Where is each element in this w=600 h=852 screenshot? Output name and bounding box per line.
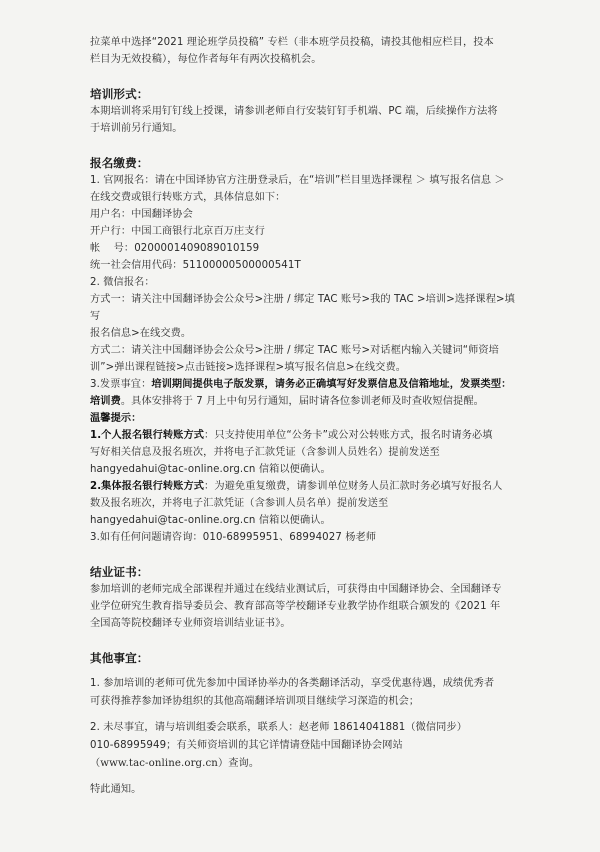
closing-line: 特此通知。 — [90, 784, 142, 795]
tip-group-title: 2.集体报名银行转账方式 — [90, 481, 205, 492]
invoice-bold-text: 培训期间提供电子版发票，请务必正确填写好发票信息及信箱地址，发票类型： — [151, 379, 512, 390]
intro-line: 栏目为无效投稿），每位作者每年有两次投稿机会。 — [90, 54, 322, 65]
credit-code: 统一社会信用代码：51100000500000541T — [90, 260, 301, 271]
tip-individual — [90, 427, 520, 444]
paragraph-line: 在线交费或银行转账方式，具体信息如下： — [90, 192, 286, 203]
invoice-rest-text: 。具体安排将于 7 月上中旬另行通知，届时请各位参训老师及时查收短信提醒。 — [120, 396, 484, 407]
method-two-line: 方式二：请关注中国翻译协会公众号>注册 / 绑定 TAC 账号>对话框内输入关键词“师资培 — [90, 345, 499, 356]
method-one-line: 方式一：请关注中国翻译协会公众号>注册 / 绑定 TAC 账号>我的 TAC >培训>选择课程>填写 — [90, 294, 515, 322]
paragraph-line: 业学位研究生教育指导委员会、教育部高等学校翻译专业教学协作组联合颁发的《2021 年 — [90, 601, 501, 612]
account-name: 用户名：中国翻译协会 — [90, 209, 193, 220]
email-line: hangyedahui@tac-online.org.cn 信箱以便确认。 — [90, 464, 331, 475]
paragraph-line: 1. 官网报名：请在中国译协官方注册登录后，在“培训”栏目里选择课程 ＞ 填写报名信息 ＞ — [90, 175, 505, 186]
paragraph-line: 参加培训的老师完成全部课程并通过在线结业测试后，可获得由中国翻译协会、全国翻译专 — [90, 584, 502, 595]
paragraph-line: 本期培训将采用钉钉线上授课，请参训老师自行安装钉钉手机端、PC 端，后续操作方法将 — [90, 106, 498, 117]
method-two-line: 训”>弹出课程链接>点击链接>选择课程>填写报名信息>在线交费。 — [90, 362, 407, 373]
intro-line: 拉菜单中选择“2021 理论班学员投稿” 专栏（非本班学员投稿，请投其他相应栏目，投本 — [90, 37, 494, 48]
website-line: （www.tac-online.org.cn）查询。 — [90, 758, 260, 769]
paragraph-line: 数及报名班次，并将电子汇款凭证（含参训人员名单）提前发送至 — [90, 498, 389, 509]
invoice-paragraph — [90, 376, 520, 410]
contact-line: 3.如有任何问题请咨询：010-68995951、68994027 杨老师 — [90, 532, 377, 543]
document-body — [90, 34, 520, 799]
account-number: 帐 号：0200001409089010159 — [90, 243, 260, 254]
tip-individual-title: 1.个人报名银行转账方式 — [90, 430, 205, 441]
invoice-label: 3.发票事宜： — [90, 379, 152, 390]
paragraph-line: 010-68995949；有关师资培训的其它详情请登陆中国翻译协会网站 — [90, 740, 403, 751]
paragraph-line: 可获得推荐参加译协组织的其他高端翻译培训项目继续学习深造的机会； — [90, 696, 420, 707]
paragraph-line: 写好相关信息及报名班次，并将电子汇款凭证（含参训人员姓名）提前发送至 — [90, 447, 440, 458]
bank-name: 开户行：中国工商银行北京百万庄支行 — [90, 226, 265, 237]
section-heading-other: 其他事宜： — [90, 651, 149, 665]
email-line: hangyedahui@tac-online.org.cn 信箱以便确认。 — [90, 515, 331, 526]
tip-group-text: ：为避免重复缴费，请参训单位财务人员汇款时务必填写好报名人 — [204, 481, 503, 492]
method-one-line: 报名信息>在线交费。 — [90, 328, 192, 339]
section-heading-training-form: 培训形式： — [90, 87, 149, 101]
paragraph-line: 2. 未尽事宜，请与培训组委会联系，联系人：赵老师 18614041881（微信同步） — [90, 722, 468, 733]
section-heading-certificate: 结业证书： — [90, 565, 149, 579]
tip-group — [90, 478, 520, 495]
wechat-signup: 2. 微信报名： — [90, 277, 155, 288]
tips-heading: 温馨提示： — [90, 413, 142, 424]
paragraph-line: 全国高等院校翻译专业师资培训结业证书》。 — [90, 618, 291, 629]
section-heading-fees: 报名缴费： — [90, 156, 149, 170]
tip-individual-text: ：只支持使用单位“公务卡”或公对公转账方式，报名时请务必填 — [204, 430, 493, 441]
paragraph-line: 于培训前另行通知。 — [90, 123, 183, 134]
invoice-type: 培训费 — [90, 396, 121, 407]
paragraph-line: 1. 参加培训的老师可优先参加中国译协举办的各类翻译活动，享受优惠待遇，成绩优秀者 — [90, 678, 495, 689]
